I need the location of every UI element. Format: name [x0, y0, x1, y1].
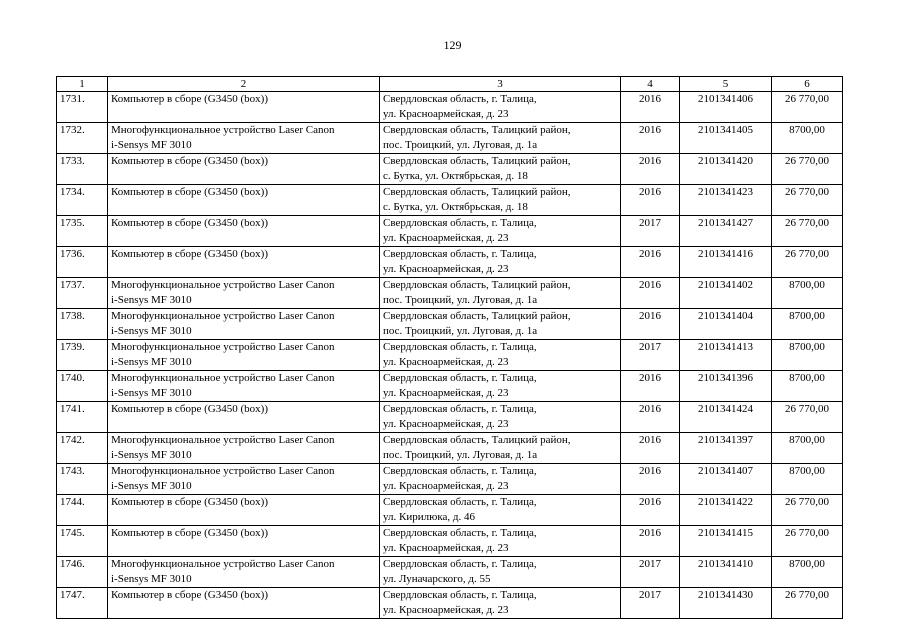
item-name-cell-line: Компьютер в сборе (G3450 (box)) [111, 217, 268, 229]
item-name-cell [108, 309, 380, 340]
row-number-cell: 1735. [57, 216, 108, 247]
inventory-number-cell: 2101341402 [680, 278, 772, 309]
cost-cell: 26 770,00 [772, 185, 843, 216]
address-cell-line: Свердловская область, Талицкий район, [383, 310, 571, 322]
item-name-cell-line: Компьютер в сборе (G3450 (box)) [111, 155, 268, 167]
address-cell-line: ул. Красноармейская, д. 23 [383, 232, 509, 244]
inventory-number-cell: 2101341427 [680, 216, 772, 247]
item-name-cell [108, 92, 380, 123]
cost-cell: 8700,00 [772, 278, 843, 309]
year-cell: 2016 [621, 123, 680, 154]
year-cell: 2016 [621, 402, 680, 433]
row-number-cell: 1741. [57, 402, 108, 433]
table-row [57, 185, 843, 216]
page-number: 129 [443, 38, 462, 52]
year-cell: 2016 [621, 495, 680, 526]
header-row [57, 77, 843, 92]
inventory-number-cell: 2101341423 [680, 185, 772, 216]
column-header-6: 6 [772, 77, 843, 92]
item-name-cell-line: i-Sensys MF 3010 [111, 294, 192, 306]
item-name-cell-line: Многофункциональное устройство Laser Canon [111, 279, 335, 291]
table-row [57, 371, 843, 402]
address-cell [380, 185, 621, 216]
table-row [57, 216, 843, 247]
item-name-cell [108, 588, 380, 619]
row-number-cell: 1734. [57, 185, 108, 216]
table-row [57, 92, 843, 123]
address-cell-line: ул. Красноармейская, д. 23 [383, 480, 509, 492]
address-cell-line: ул. Красноармейская, д. 23 [383, 542, 509, 554]
address-cell-line: Свердловская область, г. Талица, [383, 589, 537, 601]
row-number-cell: 1740. [57, 371, 108, 402]
item-name-cell [108, 433, 380, 464]
address-cell-line: ул. Красноармейская, д. 23 [383, 356, 509, 368]
address-cell-line: Свердловская область, г. Талица, [383, 465, 537, 477]
address-cell-line: Свердловская область, Талицкий район, [383, 124, 571, 136]
address-cell-line: ул. Кирилюка, д. 46 [383, 511, 475, 523]
address-cell-line: Свердловская область, Талицкий район, [383, 279, 571, 291]
address-cell [380, 557, 621, 588]
year-cell: 2017 [621, 340, 680, 371]
address-cell [380, 402, 621, 433]
table-row [57, 526, 843, 557]
address-cell-line: ул. Красноармейская, д. 23 [383, 387, 509, 399]
item-name-cell-line: Многофункциональное устройство Laser Canon [111, 310, 335, 322]
address-cell-line: Свердловская область, Талицкий район, [383, 434, 571, 446]
address-cell-line: с. Бутка, ул. Октябрьская, д. 18 [383, 201, 528, 213]
inventory-number-cell: 2101341422 [680, 495, 772, 526]
address-cell-line: Свердловская область, г. Талица, [383, 372, 537, 384]
address-cell-line: пос. Троицкий, ул. Луговая, д. 1а [383, 449, 538, 461]
address-cell [380, 278, 621, 309]
address-cell-line: пос. Троицкий, ул. Луговая, д. 1а [383, 325, 538, 337]
address-cell [380, 371, 621, 402]
item-name-cell-line: Компьютер в сборе (G3450 (box)) [111, 248, 268, 260]
row-number-cell: 1736. [57, 247, 108, 278]
address-cell-line: ул. Красноармейская, д. 23 [383, 263, 509, 275]
column-header-5: 5 [680, 77, 772, 92]
item-name-cell [108, 123, 380, 154]
inventory-number-cell: 2101341396 [680, 371, 772, 402]
year-cell: 2016 [621, 92, 680, 123]
cost-cell: 8700,00 [772, 557, 843, 588]
item-name-cell-line: i-Sensys MF 3010 [111, 325, 192, 337]
year-cell: 2017 [621, 216, 680, 247]
table-row [57, 123, 843, 154]
year-cell: 2016 [621, 464, 680, 495]
table-row [57, 340, 843, 371]
item-name-cell-line: Многофункциональное устройство Laser Canon [111, 124, 335, 136]
inventory-number-cell: 2101341397 [680, 433, 772, 464]
year-cell: 2016 [621, 309, 680, 340]
address-cell-line: Свердловская область, Талицкий район, [383, 155, 571, 167]
item-name-cell-line: Многофункциональное устройство Laser Canon [111, 558, 335, 570]
item-name-cell [108, 557, 380, 588]
cost-cell: 26 770,00 [772, 526, 843, 557]
item-name-cell [108, 526, 380, 557]
cost-cell: 8700,00 [772, 340, 843, 371]
cost-cell: 8700,00 [772, 309, 843, 340]
item-name-cell-line: i-Sensys MF 3010 [111, 573, 192, 585]
address-cell-line: Свердловская область, г. Талица, [383, 403, 537, 415]
item-name-cell-line: i-Sensys MF 3010 [111, 139, 192, 151]
item-name-cell-line: i-Sensys MF 3010 [111, 480, 192, 492]
item-name-cell [108, 278, 380, 309]
item-name-cell-line: i-Sensys MF 3010 [111, 449, 192, 461]
address-cell [380, 216, 621, 247]
item-name-cell-line: i-Sensys MF 3010 [111, 387, 192, 399]
cost-cell: 8700,00 [772, 371, 843, 402]
row-number-cell: 1747. [57, 588, 108, 619]
year-cell: 2016 [621, 247, 680, 278]
table-row [57, 402, 843, 433]
item-name-cell-line: Компьютер в сборе (G3450 (box)) [111, 186, 268, 198]
item-name-cell-line: Компьютер в сборе (G3450 (box)) [111, 93, 268, 105]
address-cell-line: Свердловская область, Талицкий район, [383, 186, 571, 198]
table-row [57, 309, 843, 340]
address-cell-line: ул. Красноармейская, д. 23 [383, 604, 509, 616]
year-cell: 2017 [621, 588, 680, 619]
row-number-cell: 1746. [57, 557, 108, 588]
inventory-number-cell: 2101341416 [680, 247, 772, 278]
address-cell-line: пос. Троицкий, ул. Луговая, д. 1а [383, 139, 538, 151]
year-cell: 2016 [621, 154, 680, 185]
row-number-cell: 1737. [57, 278, 108, 309]
inventory-number-cell: 2101341407 [680, 464, 772, 495]
inventory-number-cell: 2101341415 [680, 526, 772, 557]
row-number-cell: 1731. [57, 92, 108, 123]
row-number-cell: 1739. [57, 340, 108, 371]
address-cell-line: ул. Луначарского, д. 55 [383, 573, 491, 585]
table-row [57, 557, 843, 588]
cost-cell: 8700,00 [772, 433, 843, 464]
table-row [57, 154, 843, 185]
row-number-cell: 1733. [57, 154, 108, 185]
table-row [57, 588, 843, 619]
table-row [57, 495, 843, 526]
item-name-cell [108, 464, 380, 495]
year-cell: 2016 [621, 371, 680, 402]
property-register-table [56, 76, 843, 619]
address-cell-line: Свердловская область, г. Талица, [383, 93, 537, 105]
item-name-cell [108, 185, 380, 216]
address-cell [380, 464, 621, 495]
address-cell-line: Свердловская область, г. Талица, [383, 217, 537, 229]
item-name-cell [108, 216, 380, 247]
table-body [57, 92, 843, 619]
inventory-number-cell: 2101341424 [680, 402, 772, 433]
address-cell [380, 340, 621, 371]
address-cell [380, 154, 621, 185]
item-name-cell-line: Многофункциональное устройство Laser Canon [111, 465, 335, 477]
address-cell [380, 526, 621, 557]
table-row [57, 247, 843, 278]
row-number-cell: 1738. [57, 309, 108, 340]
address-cell [380, 588, 621, 619]
address-cell-line: пос. Троицкий, ул. Луговая, д. 1а [383, 294, 538, 306]
address-cell-line: ул. Красноармейская, д. 23 [383, 418, 509, 430]
inventory-number-cell: 2101341406 [680, 92, 772, 123]
cost-cell: 26 770,00 [772, 92, 843, 123]
table-row [57, 278, 843, 309]
row-number-cell: 1745. [57, 526, 108, 557]
item-name-cell-line: Компьютер в сборе (G3450 (box)) [111, 403, 268, 415]
address-cell-line: Свердловская область, г. Талица, [383, 527, 537, 539]
column-header-4: 4 [621, 77, 680, 92]
cost-cell: 26 770,00 [772, 495, 843, 526]
cost-cell: 26 770,00 [772, 402, 843, 433]
column-header-3: 3 [380, 77, 621, 92]
item-name-cell-line: Компьютер в сборе (G3450 (box)) [111, 496, 268, 508]
row-number-cell: 1744. [57, 495, 108, 526]
cost-cell: 26 770,00 [772, 154, 843, 185]
item-name-cell [108, 340, 380, 371]
cost-cell: 26 770,00 [772, 247, 843, 278]
item-name-cell-line: Многофункциональное устройство Laser Canon [111, 434, 335, 446]
address-cell-line: Свердловская область, г. Талица, [383, 248, 537, 260]
year-cell: 2017 [621, 557, 680, 588]
cost-cell: 8700,00 [772, 464, 843, 495]
inventory-number-cell: 2101341405 [680, 123, 772, 154]
address-cell [380, 247, 621, 278]
inventory-number-cell: 2101341430 [680, 588, 772, 619]
item-name-cell [108, 402, 380, 433]
cost-cell: 26 770,00 [772, 588, 843, 619]
inventory-number-cell: 2101341404 [680, 309, 772, 340]
item-name-cell-line: Компьютер в сборе (G3450 (box)) [111, 527, 268, 539]
item-name-cell-line: Компьютер в сборе (G3450 (box)) [111, 589, 268, 601]
address-cell [380, 495, 621, 526]
column-header-1: 1 [57, 77, 108, 92]
address-cell-line: Свердловская область, г. Талица, [383, 496, 537, 508]
item-name-cell-line: i-Sensys MF 3010 [111, 356, 192, 368]
address-cell-line: Свердловская область, г. Талица, [383, 558, 537, 570]
address-cell [380, 92, 621, 123]
row-number-cell: 1743. [57, 464, 108, 495]
address-cell [380, 433, 621, 464]
inventory-number-cell: 2101341410 [680, 557, 772, 588]
item-name-cell-line: Многофункциональное устройство Laser Canon [111, 372, 335, 384]
address-cell [380, 309, 621, 340]
item-name-cell [108, 371, 380, 402]
table-row [57, 464, 843, 495]
cost-cell: 8700,00 [772, 123, 843, 154]
table-header [57, 77, 843, 92]
row-number-cell: 1742. [57, 433, 108, 464]
year-cell: 2016 [621, 278, 680, 309]
item-name-cell-line: Многофункциональное устройство Laser Canon [111, 341, 335, 353]
item-name-cell [108, 154, 380, 185]
address-cell-line: Свердловская область, г. Талица, [383, 341, 537, 353]
column-header-2: 2 [108, 77, 380, 92]
address-cell-line: с. Бутка, ул. Октябрьская, д. 18 [383, 170, 528, 182]
inventory-number-cell: 2101341420 [680, 154, 772, 185]
item-name-cell [108, 247, 380, 278]
row-number-cell: 1732. [57, 123, 108, 154]
year-cell: 2016 [621, 433, 680, 464]
item-name-cell [108, 495, 380, 526]
inventory-number-cell: 2101341413 [680, 340, 772, 371]
cost-cell: 26 770,00 [772, 216, 843, 247]
table-row [57, 433, 843, 464]
address-cell-line: ул. Красноармейская, д. 23 [383, 108, 509, 120]
year-cell: 2016 [621, 526, 680, 557]
year-cell: 2016 [621, 185, 680, 216]
address-cell [380, 123, 621, 154]
